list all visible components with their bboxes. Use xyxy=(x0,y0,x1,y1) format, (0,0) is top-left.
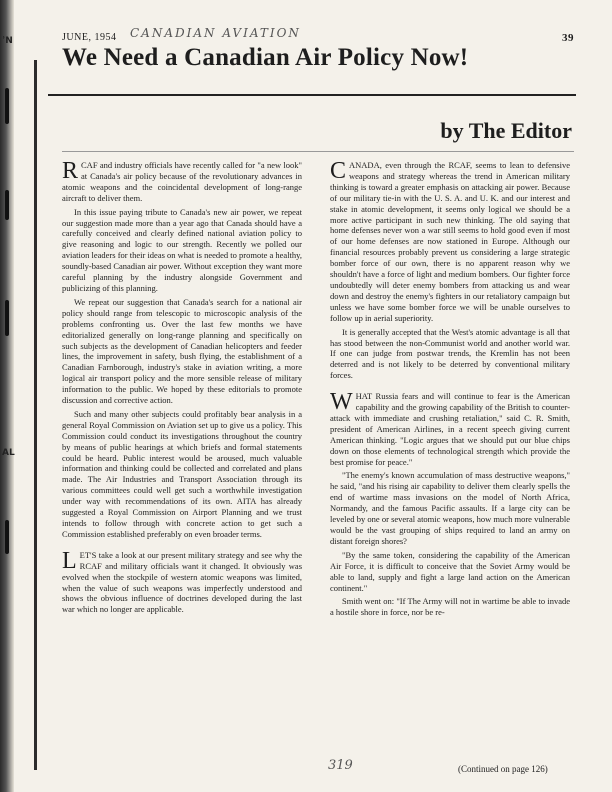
paragraph xyxy=(62,409,302,540)
drop-cap: C xyxy=(330,158,347,184)
paragraph-text: CAF and industry officials have recently called for "a new look" at Canada's air policy because of the revolutionary advances in atomic weapons and the coincidental development of long-range aircraft to deliver them. xyxy=(62,160,302,203)
paragraph-text: We repeat our suggestion that Canada's search for a national air policy should range from telescopic to microscopic analysis of the problems confronting us. Over the last few months we have editorialized generally on long-range planning and specifically on such subjects as the development of Canadian helicopters and feeder lines, the improvement in safety, bush flying, the establishment of a Canadian Farnborough, industry's stake in aviation writing, a more logical air transport policy and the more sensible release of military information to the public. We hoped by these editorials to promote discussion and corrective action. xyxy=(62,296,302,406)
paragraph-text: It is generally accepted that the West's atomic advantage is all that has stood between the non-Communist world and another world war. If one can judge from postwar trends, the Kremlin has not been deterred and is not likely to be deterred by conventional military forces. xyxy=(330,326,570,381)
paragraph-text: ET'S take a look at our present military strategy and see why the RCAF and military officials want it changed. It obviously was evolved when the stockpile of western atomic weapons was limited, when the value of such weapons was imperfectly understood and shows the obvious influence of doctrines developed during the last war which no longer are applicable. xyxy=(62,549,302,615)
continued-note: (Continued on page 126) xyxy=(458,764,548,774)
paragraph xyxy=(62,297,302,406)
margin-rule xyxy=(34,60,37,770)
right-column xyxy=(330,160,570,621)
paragraph-text: In this issue paying tribute to Canada's new air power, we repeat our suggestion made more than a year ago that Canada should have a carefully conceived and clearly defined national aviation policy to give reasoning and logic to our strength. Recently we polled our aviation leaders for their ideas on what is needed to promote a healthy, soundly-based Canadian air power. Without exception they want more careful planning by the industry alongside Government and publicizing of this planning. xyxy=(62,206,302,293)
paragraph xyxy=(330,160,570,324)
paragraph-text: "The enemy's known accumulation of mass destructive weapons," he said, "and his rising air capability to deliver them clearly spells the end of wartime mass invasions on the model of North Africa, Normandy, and the famous Pacific assaults. If a large city can be leveled by one or several atomic weapons, how much more vulnerable would be the vast grouping of ships required to land an army on distant foreign shores? xyxy=(330,470,570,546)
binding-mark xyxy=(5,190,9,220)
paragraph xyxy=(62,207,302,294)
handwritten-folio: 319 xyxy=(328,758,353,773)
paragraph xyxy=(330,596,570,618)
paragraph-text: ANADA, even through the RCAF, seems to lean to defensive weapons and strategy whereas the trend in American military thinking is toward a greater emphasis on attacking air power. Because of our military tie-in with the U. S. A. and U. K. and our interest and stake in atomic development, it seems only logical we should be a more active participant in such new thinking. The old saying that home defenses never won a war still seems to hold good even if most of our home defenses are now stationed in Europe. Although our financial resources probably prevent us considering a large strategic bomber force of our own, there is no apparent reason why we shouldn't have a force of light and medium bombers. Our fighter force undoubtedly will deter enemy bombers from attacking us and wear down and destroy the enemy's fighters in our retaliatory campaign but unless we have some bomber force we will be unable ourselves to follow up in aerial superiority. xyxy=(330,160,570,323)
paragraph-text: Such and many other subjects could profitably bear analysis in a general Royal Commission on Aviation set up to give us a policy. This Commission could conduct its investigations throughout the country by means of public hearings at which briefs and formal statements could be heard. Public interest would be aroused, much valuable information and thinking could be collected and correlated and plans made. The Air Industries and Transport Association through its various committees could well get such a worthwhile investigation under way with recommendations of its own. AITA has already suggested a Royal Commission on Airport Planning and we trust intends to follow through with concrete action to get such a Commission established preferably on even broader terms. xyxy=(62,408,302,539)
handwritten-note: CANADIAN AVIATION xyxy=(130,26,301,40)
paragraph-text: "By the same token, considering the capability of the American Air Force, it is difficult to conceive that the Soviet Army would be able to land, supply and fight a large land action on the American continent." xyxy=(330,549,570,593)
binding-mark xyxy=(5,88,9,124)
paragraph-text: HAT Russia fears and will continue to fear is the American capability and the growing capability of the British to counter-attack with immediate and crushing retaliation," said C. R. Smith, president of American Airlines, in a recent speech giving current American thinking. "Logic argues that we should put our blue chips down on those elements of technological strength which provide the best promise for peace." xyxy=(330,391,570,467)
byline-rule xyxy=(62,151,574,152)
drop-cap: R xyxy=(62,158,79,184)
binding-mark xyxy=(5,300,9,336)
page-number: 39 xyxy=(562,32,574,44)
paragraph xyxy=(330,391,570,467)
byline: by The Editor xyxy=(440,118,572,143)
article-title: We Need a Canadian Air Policy Now! xyxy=(62,44,469,71)
paragraph xyxy=(330,550,570,594)
paragraph xyxy=(62,547,302,615)
drop-cap: L xyxy=(62,547,77,574)
title-rule xyxy=(48,94,576,96)
drop-cap: W xyxy=(330,389,353,416)
binding-mark xyxy=(5,520,9,554)
paragraph-text: Smith went on: "If The Army will not in wartime be able to invade a hostile shore in force, nor be re- xyxy=(330,596,570,618)
left-column xyxy=(62,160,302,618)
issue-date: JUNE, 1954 xyxy=(62,32,117,43)
paragraph xyxy=(62,160,302,204)
edge-fragment-mid: AL xyxy=(2,448,15,458)
edge-fragment-top: ʾN xyxy=(2,36,13,46)
paragraph xyxy=(330,327,570,382)
paragraph xyxy=(330,470,570,546)
